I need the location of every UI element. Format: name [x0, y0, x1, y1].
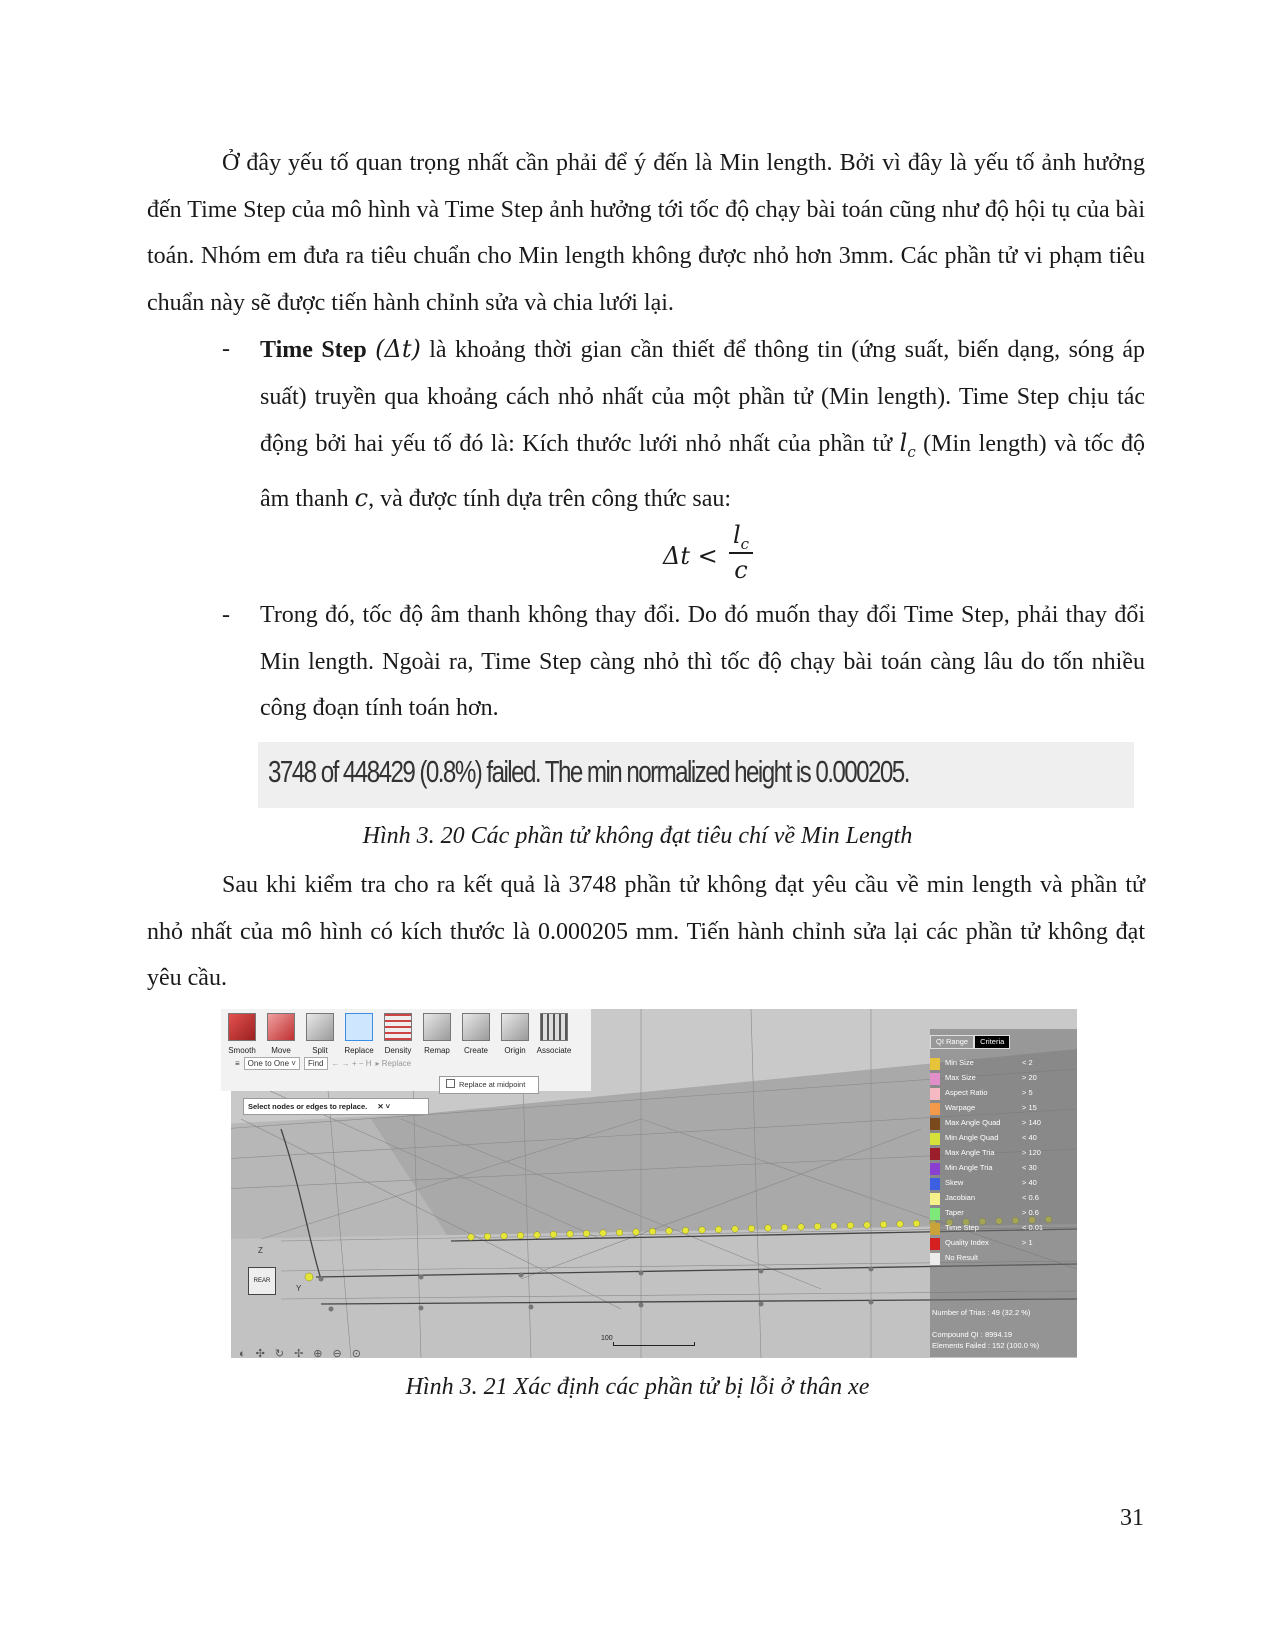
legend-row[interactable] — [930, 1177, 1070, 1192]
bullet1-text-c: , và được tính dựa trên công thức sau: — [368, 486, 732, 513]
legend-row[interactable] — [930, 1057, 1070, 1072]
symbol-delta-t: (Δt) — [375, 335, 421, 363]
replace-at-midpoint-option[interactable]: Replace at midpoint — [439, 1076, 539, 1094]
term-time-step: Time Step — [260, 337, 367, 363]
legend-row[interactable] — [930, 1087, 1070, 1102]
failed-node[interactable] — [600, 1230, 607, 1237]
failed-node[interactable] — [305, 1273, 313, 1281]
legend-label: Time Step — [945, 1223, 979, 1232]
legend-threshold: > 5 — [1022, 1088, 1033, 1097]
find-button[interactable]: Find — [304, 1057, 328, 1070]
selection-prompt[interactable]: Select nodes or edges to replace. ✕ ˅ — [243, 1098, 429, 1115]
legend-row[interactable] — [930, 1147, 1070, 1162]
failed-node[interactable] — [897, 1221, 904, 1228]
checkbox-icon[interactable] — [446, 1079, 455, 1088]
legend-swatch — [930, 1088, 940, 1100]
formula-fraction — [729, 520, 753, 584]
legend-row[interactable] — [930, 1117, 1070, 1132]
failed-node[interactable] — [534, 1232, 541, 1239]
formula-numerator: $l_c$ — [732, 521, 750, 553]
axis-y-label: Y — [296, 1284, 302, 1293]
failed-node[interactable] — [550, 1231, 557, 1238]
legend-threshold: > 120 — [1022, 1148, 1041, 1157]
legend-row[interactable] — [930, 1207, 1070, 1222]
legend-label: Quality Index — [945, 1238, 989, 1247]
caption-figure-3-21: Hình 3. 21 Xác định các phần tử bị lỗi ở thân xe — [405, 1374, 870, 1400]
failed-node[interactable] — [501, 1233, 508, 1240]
legend-label: Taper — [945, 1208, 964, 1217]
failed-node[interactable] — [567, 1231, 574, 1238]
legend-label: Jacobian — [945, 1193, 976, 1202]
bullet-mark-1: - — [222, 336, 230, 362]
failed-node[interactable] — [913, 1220, 920, 1227]
bullet-mark-2: - — [222, 602, 230, 628]
figure-mesh-screenshot — [221, 1009, 1077, 1358]
density-tool[interactable]: Density — [379, 1013, 417, 1055]
legend-row[interactable] — [930, 1102, 1070, 1117]
legend-label: Min Angle Quad — [945, 1133, 999, 1142]
failed-elements-message: 3748 of 448429 (0.8%) failed. The min normalized height is 0.000205. — [268, 754, 909, 789]
failed-node[interactable] — [517, 1232, 524, 1239]
legend-row[interactable] — [930, 1132, 1070, 1147]
failed-node[interactable] — [633, 1229, 640, 1236]
legend-swatch — [930, 1133, 940, 1145]
bullet1-text-b: (Min length) và tốc độ âm thanh — [260, 431, 1145, 513]
legend-threshold: < 0.01 — [1022, 1223, 1044, 1232]
mode-dropdown[interactable]: One to One ˅ — [244, 1057, 300, 1070]
bottom-toolbar-icons[interactable]: ◐✣↻✢⊕⊖⊙ — [239, 1348, 371, 1358]
create-tool[interactable]: Create — [457, 1013, 495, 1055]
legend-label: Max Angle Quad — [945, 1118, 1001, 1127]
legend-swatch — [930, 1238, 940, 1250]
legend-label: Min Angle Tria — [945, 1163, 993, 1172]
failed-node[interactable] — [831, 1223, 838, 1230]
move-tool[interactable]: Move — [262, 1013, 300, 1055]
legend-swatch — [930, 1058, 940, 1070]
replace-tool[interactable]: Replace — [340, 1013, 378, 1055]
legend-threshold: > 15 — [1022, 1103, 1037, 1112]
failed-node[interactable] — [814, 1223, 821, 1230]
replace-options-bar — [235, 1055, 411, 1071]
failed-node[interactable] — [583, 1230, 590, 1237]
legend-swatch — [930, 1223, 940, 1235]
failed-node[interactable] — [880, 1221, 887, 1228]
smooth-tool[interactable]: Smooth — [223, 1013, 261, 1055]
legend-label: No Result — [945, 1253, 978, 1262]
legend-label: Max Size — [945, 1073, 976, 1082]
legend-swatch — [930, 1208, 940, 1220]
tab-qi-range[interactable]: QI Range — [930, 1035, 974, 1049]
bullet-time-step — [260, 326, 1145, 523]
failed-node[interactable] — [847, 1222, 854, 1229]
formula-lhs: Δt < — [663, 542, 718, 570]
failed-node[interactable] — [748, 1225, 755, 1232]
legend-threshold: > 20 — [1022, 1073, 1037, 1082]
caption-figure-3-20: Hình 3. 20 Các phần tử không đạt tiêu chí về Min Length — [362, 823, 913, 849]
nav-arrows-icon[interactable]: ← → + − H — [331, 1058, 372, 1068]
legend-threshold: > 1 — [1022, 1238, 1033, 1247]
legend-threshold: < 40 — [1022, 1133, 1037, 1142]
legend-threshold: < 2 — [1022, 1058, 1033, 1067]
legend-row[interactable] — [930, 1252, 1070, 1267]
bullet1-text-a: là khoảng thời gian cần thiết để thông tin (ứng suất, biến dạng, sóng áp suất) truyền qua khoảng cách nhỏ nhất của một phần tử (Min length). Time Step chịu tác động bởi hai yếu tố đó là: Kích thước lưới nhỏ nhất của phần tử — [260, 337, 1146, 457]
legend-swatch — [930, 1193, 940, 1205]
legend-row[interactable] — [930, 1237, 1070, 1252]
legend-swatch — [930, 1253, 940, 1265]
scale-bar-label: 100 — [601, 1335, 613, 1342]
failed-node[interactable] — [765, 1225, 772, 1232]
failed-node[interactable] — [666, 1228, 673, 1235]
page-number: 31 — [1120, 1505, 1144, 1531]
axis-z-label: Z — [258, 1246, 263, 1255]
failed-node[interactable] — [484, 1233, 491, 1240]
legend-swatch — [930, 1103, 940, 1115]
legend-swatch — [930, 1163, 940, 1175]
legend-threshold: < 30 — [1022, 1163, 1037, 1172]
symbol-c: c — [354, 484, 369, 513]
origin-tool[interactable]: Origin — [496, 1013, 534, 1055]
figure-failed-elements — [258, 742, 1134, 808]
failed-node[interactable] — [468, 1234, 475, 1241]
legend-swatch — [930, 1148, 940, 1160]
paragraph-min-length: Ở đây yếu tố quan trọng nhất cần phải để ý đến là Min length. Bởi vì đây là yếu tố ảnh hưởng đến Time Step của mô hình và Time Step ảnh hưởng tới tốc độ chạy bài toán cũng như độ hội tụ của bài toán. Nhóm em đưa ra tiêu chuẩn cho Min length không được nhỏ hơn 3mm. Các phần tử vi phạm tiêu chuẩn này sẽ được tiến hành chỉnh sửa và chia lưới lại. — [147, 150, 1145, 316]
paragraph-result: Sau khi kiểm tra cho ra kết quả là 3748 phần tử không đạt yêu cầu về min length và phần tử nhỏ nhất của mô hình có kích thước là 0.000205 mm. Tiến hành chỉnh sửa lại các phần tử không đạt yêu cầu. — [147, 872, 1145, 991]
failed-node[interactable] — [781, 1224, 788, 1231]
legend-row[interactable] — [930, 1192, 1070, 1207]
legend-label: Min Size — [945, 1058, 974, 1067]
remap-tool[interactable]: Remap — [418, 1013, 456, 1055]
formula-denominator: c — [734, 556, 748, 584]
failed-node[interactable] — [682, 1227, 689, 1234]
elements-failed: Elements Failed : 152 (100.0 %) — [932, 1341, 1040, 1350]
legend-label: Aspect Ratio — [945, 1088, 988, 1097]
failed-node[interactable] — [699, 1227, 706, 1234]
legend-row[interactable] — [930, 1222, 1070, 1237]
symbol-lc: $l_c$ — [899, 429, 916, 461]
bullet-sound-speed: Trong đó, tốc độ âm thanh không thay đổi. Do đó muốn thay đổi Time Step, phải thay đổi Min length. Ngoài ra, Time Step càng nhỏ thì tốc độ chạy bài toán càng lâu do tốn nhiều công đoạn tính toán hơn. — [260, 602, 1145, 721]
legend-threshold: < 0.6 — [1022, 1193, 1039, 1202]
legend-threshold: > 140 — [1022, 1118, 1041, 1127]
failed-node[interactable] — [732, 1226, 739, 1233]
failed-node[interactable] — [715, 1226, 722, 1233]
legend-swatch — [930, 1118, 940, 1130]
replace-action-button[interactable]: ▸ Replace — [375, 1058, 412, 1068]
legend-threshold: > 0.6 — [1022, 1208, 1039, 1217]
menu-icon[interactable]: ≡ — [235, 1058, 240, 1068]
legend-threshold: > 40 — [1022, 1178, 1037, 1187]
split-tool[interactable]: Split — [301, 1013, 339, 1055]
failed-node[interactable] — [864, 1222, 871, 1229]
tab-criteria[interactable]: Criteria — [974, 1035, 1010, 1049]
scale-bar — [613, 1342, 695, 1346]
legend-label: Max Angle Tria — [945, 1148, 995, 1157]
failed-node[interactable] — [649, 1228, 656, 1235]
legend-row[interactable] — [930, 1162, 1070, 1177]
failed-node[interactable] — [798, 1224, 805, 1231]
associate-tool[interactable]: Associate — [535, 1013, 573, 1055]
quality-legend — [930, 1035, 1070, 1355]
legend-label: Skew — [945, 1178, 964, 1187]
compound-qi: Compound QI : 8994.19 — [932, 1330, 1013, 1339]
view-cube[interactable]: REAR — [248, 1267, 276, 1295]
legend-row[interactable] — [930, 1072, 1070, 1087]
failed-node[interactable] — [616, 1229, 623, 1236]
number-of-trias: Number of Trias : 49 (32.2 %) — [932, 1308, 1031, 1317]
legend-swatch — [930, 1073, 940, 1085]
legend-label: Warpage — [945, 1103, 976, 1112]
legend-swatch — [930, 1178, 940, 1190]
